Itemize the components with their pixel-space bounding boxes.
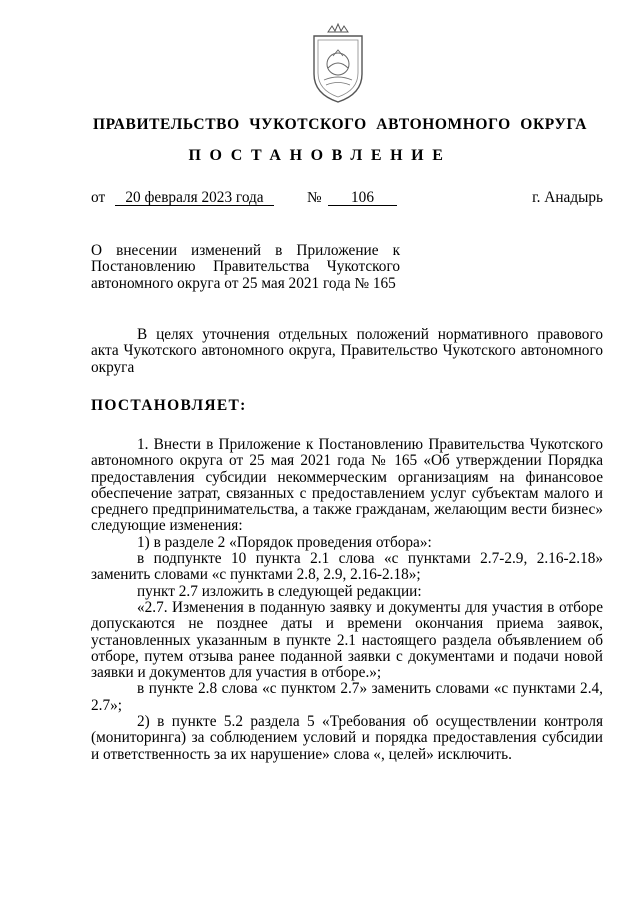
preamble [91,327,603,376]
document-body [91,437,603,763]
resolves-heading: ПОСТАНОВЛЯЕТ: [91,397,247,414]
clause-1-1-a: в подпункте 10 пункта 2.1 слова «с пунктами 2.7-2.9, 2.16-2.18» заменить словами «с пунктами 2.8, 2.9, 2.16-2.18»; [91,550,603,584]
document-subject [91,243,400,292]
date-prefix: от [91,189,106,206]
organization-name: ПРАВИТЕЛЬСТВО ЧУКОТСКОГО АВТОНОМНОГО ОКРУГА [92,116,588,133]
number-label: № [307,189,322,206]
clause-2-7-new-text: «2.7. Изменения в поданную заявку и документы для участия в отборе допускаются не позднее даты и времени окончания приема заявок, установленных указанным в пункте 2.1 настоящего раздела объявлением об отборе, путем отзыва ранее поданной заявки с документами и подачи новой заявки и документов для участия в отборе.»; [91,598,603,682]
coat-of-arms-icon [306,22,370,106]
clause-1: 1. Внести в Приложение к Постановлению Правительства Чукотского автономного округа от 25 мая 2021 года № 165 «Об утверждении Порядка предоставления субсидии некоммерческим организациям на финансовое обеспечение затрат, связанных с предоставлением услуг субъектам малого и среднего предпринимательства, а также гражданам, желающим вести бизнес» следующие изменения: [91,436,603,535]
document-number: 106 [328,190,397,206]
subject-text: О внесении изменений в Приложение к Постановлению Правительства Чукотского автономного округа от 25 мая 2021 года № 165 [91,242,400,292]
clause-1-1-b: пункт 2.7 изложить в следующей редакции: [137,582,422,600]
clause-1-2: 2) в пункте 5.2 раздела 5 «Требования об осуществлении контроля (мониторинга) за соблюдением условий и порядка предоставления субсидии и ответственность за их нарушение» слова «, целей» исключить. [91,713,603,763]
document-type: ПОСТАНОВЛЕНИЕ [188,147,452,164]
clause-1-1: 1) в разделе 2 «Порядок проведения отбора»: [137,533,432,551]
clause-1-1-c: в пункте 2.8 слова «с пунктом 2.7» заменить словами «с пунктами 2.4, 2.7»; [91,680,603,714]
place: г. Анадырь [532,189,603,206]
document-date: 20 февраля 2023 года [115,190,274,206]
dateline [91,190,603,210]
preamble-text: В целях уточнения отдельных положений нормативного правового акта Чукотского автономного округа, Правительство Чукотского автономного округа [91,326,603,376]
